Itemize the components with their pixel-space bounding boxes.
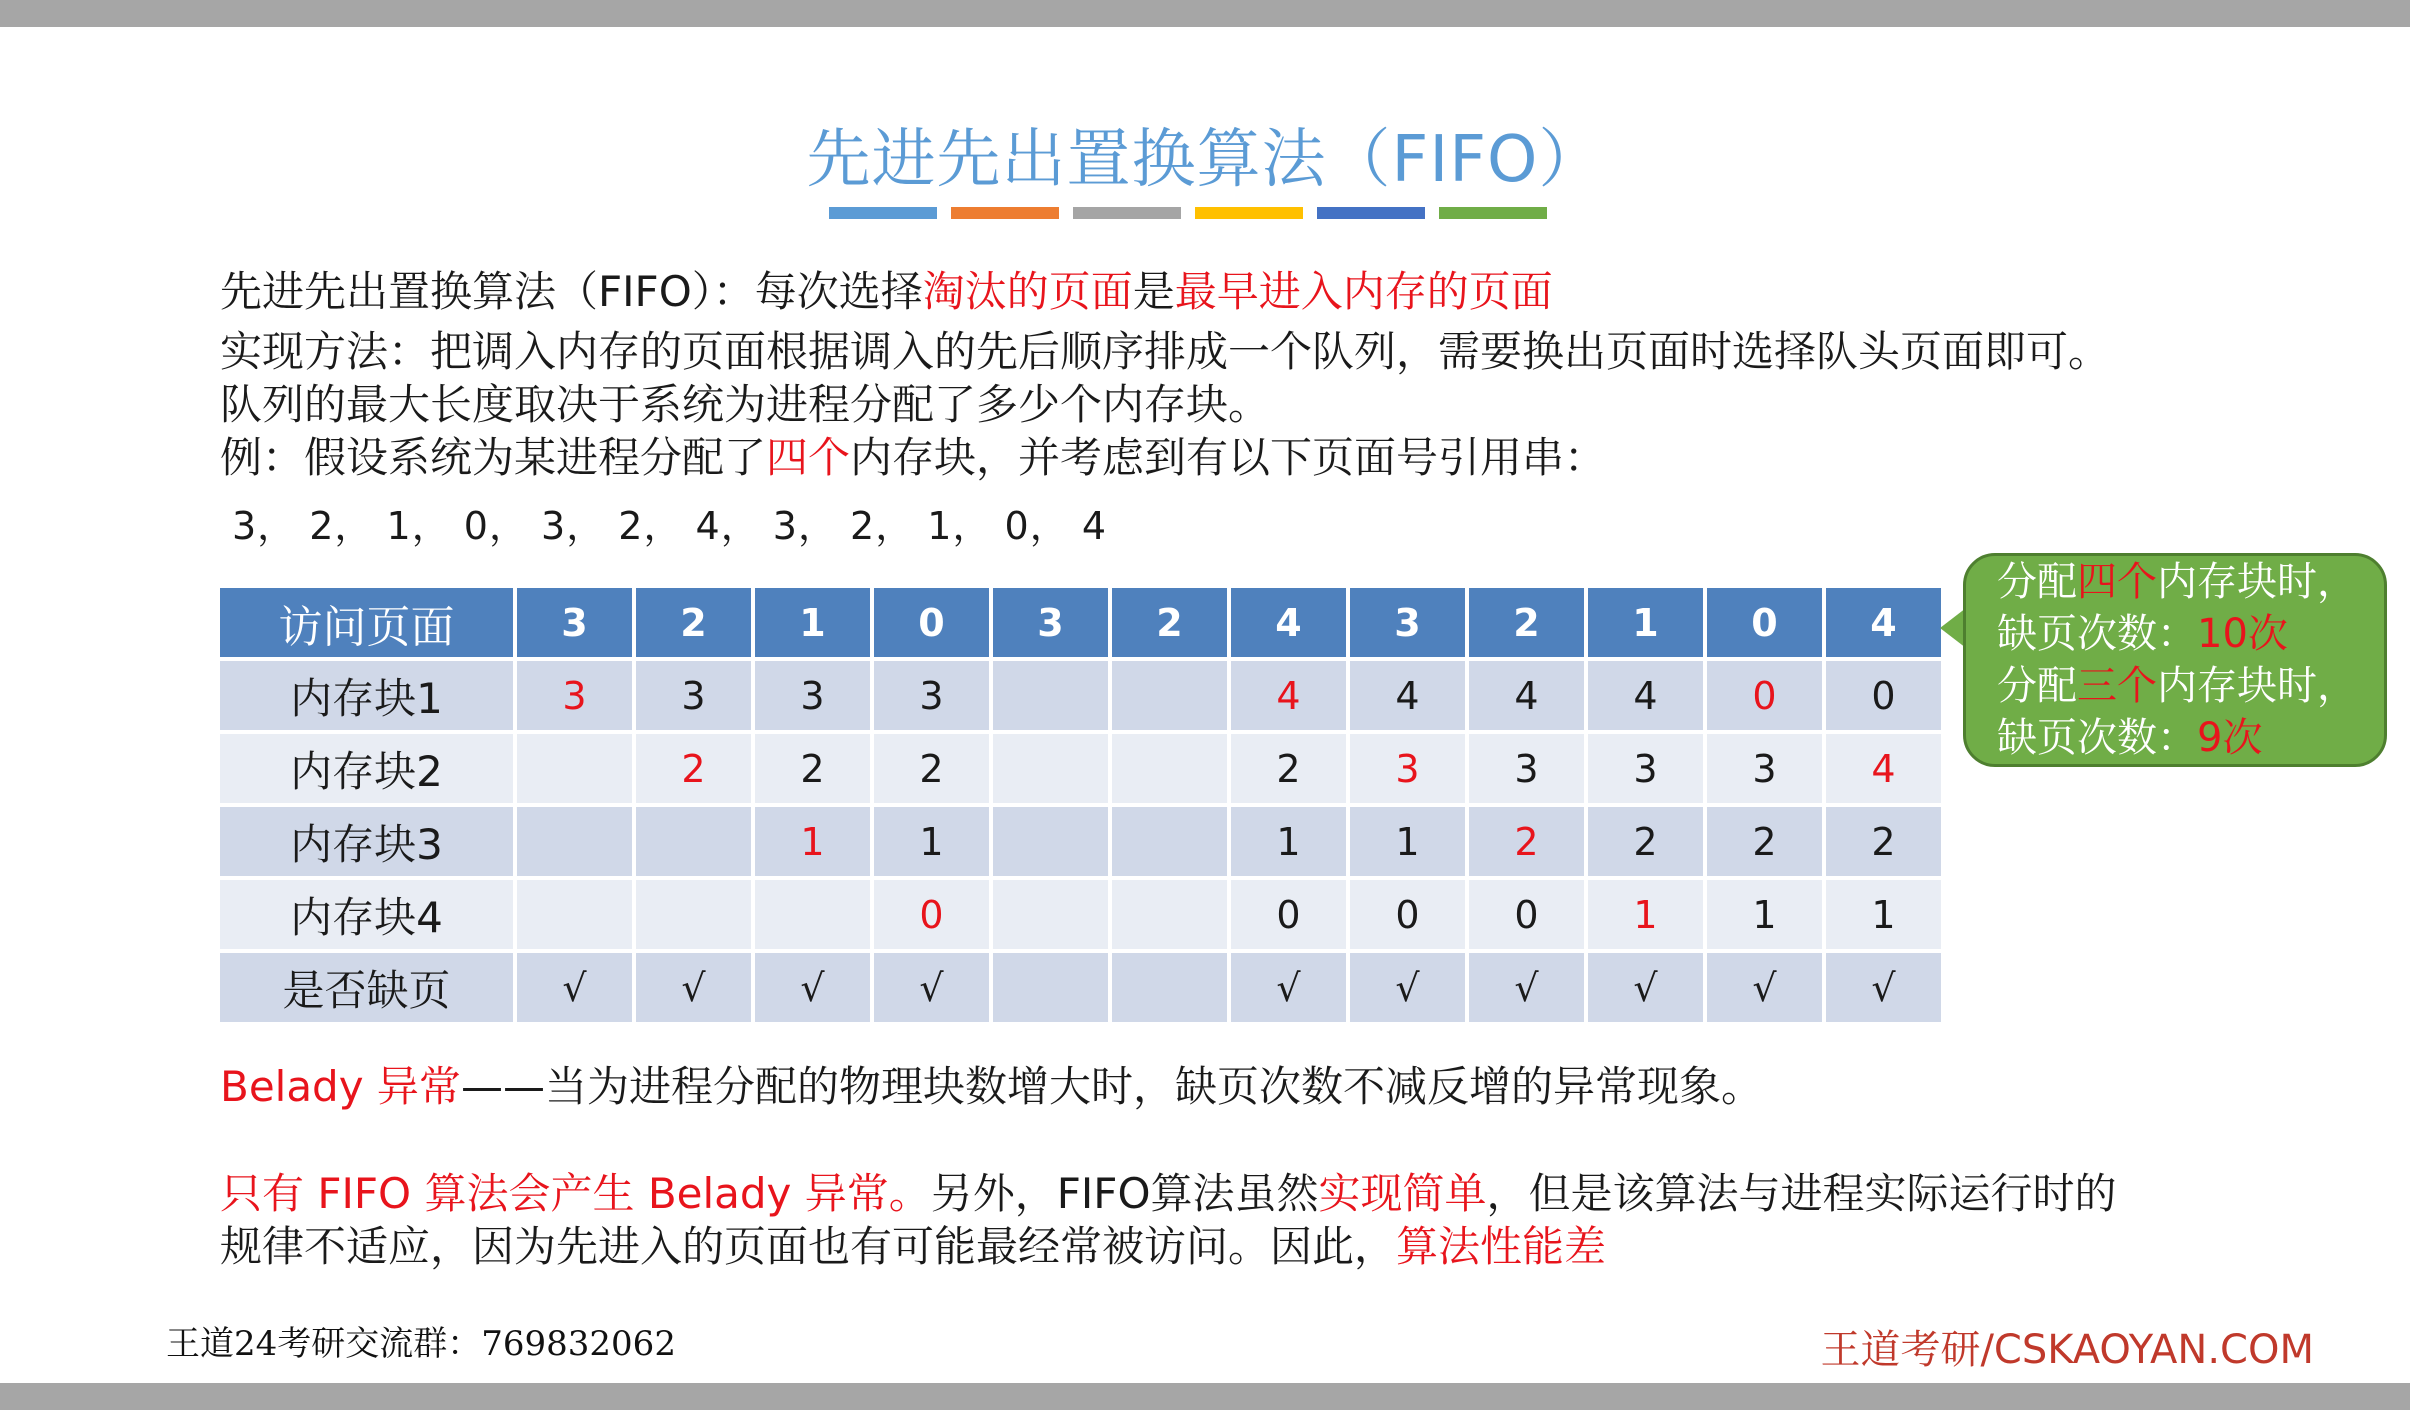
callout-l3-c: 内存块时， bbox=[2157, 663, 2357, 709]
table-cell: √ bbox=[1826, 953, 1941, 1022]
callout-line-1 bbox=[1997, 556, 2357, 608]
table-cell: 2 bbox=[1707, 807, 1822, 876]
table-cell: 3 bbox=[1350, 734, 1465, 803]
table-row bbox=[220, 661, 1941, 730]
table-cell bbox=[993, 880, 1108, 949]
header-page-cell: 3 bbox=[517, 588, 632, 657]
table-cell: 1 bbox=[1707, 880, 1822, 949]
header-page-cell: 1 bbox=[755, 588, 870, 657]
conclusion-simple: 实现简单 bbox=[1318, 1169, 1487, 1218]
table-cell bbox=[993, 734, 1108, 803]
belady-definition: ——当为进程分配的物理块数增大时，缺页次数不减反增的异常现象。 bbox=[460, 1062, 1763, 1111]
table-cell: √ bbox=[1469, 953, 1584, 1022]
conclusion-poor-performance: 算法性能差 bbox=[1396, 1222, 1607, 1271]
table-cell bbox=[636, 807, 751, 876]
table-cell bbox=[517, 807, 632, 876]
conclusion-line-1 bbox=[220, 1167, 2117, 1221]
table-cell: 1 bbox=[1588, 880, 1703, 949]
table-cell: 4 bbox=[1588, 661, 1703, 730]
table-cell bbox=[517, 880, 632, 949]
callout-l1-c: 内存块时， bbox=[2157, 559, 2357, 605]
table-cell: 2 bbox=[874, 734, 989, 803]
header-label: 访问页面 bbox=[220, 588, 513, 657]
table-cell: 0 bbox=[1469, 880, 1584, 949]
callout-l2-a: 缺页次数： bbox=[1997, 611, 2197, 657]
table-cell: 0 bbox=[1826, 661, 1941, 730]
table-cell bbox=[755, 880, 870, 949]
row-label: 内存块2 bbox=[220, 734, 513, 803]
table-cell: 0 bbox=[1231, 880, 1346, 949]
table-cell: √ bbox=[755, 953, 870, 1022]
title-strip-segment bbox=[1439, 207, 1547, 219]
header-page-cell: 3 bbox=[993, 588, 1108, 657]
table-cell: 0 bbox=[1350, 880, 1465, 949]
table-cell: 4 bbox=[1469, 661, 1584, 730]
belady-line bbox=[220, 1060, 1763, 1114]
conclusion-text-b: 另外，FIFO算法虽然 bbox=[930, 1169, 1319, 1218]
intro-line-4-text: 例：假设系统为某进程分配了 bbox=[220, 433, 767, 482]
table-cell: 2 bbox=[1231, 734, 1346, 803]
intro-line-4-tail: 内存块，并考虑到有以下页面号引用串： bbox=[850, 433, 1607, 482]
table-cell: 2 bbox=[1588, 807, 1703, 876]
table-cell: √ bbox=[1588, 953, 1703, 1022]
header-page-cell: 2 bbox=[1112, 588, 1227, 657]
header-page-cell: 0 bbox=[874, 588, 989, 657]
bottom-bar bbox=[0, 1383, 2410, 1410]
table-cell: 2 bbox=[755, 734, 870, 803]
intro-highlight-evict: 淘汰的页面 bbox=[922, 267, 1133, 316]
table-row bbox=[220, 953, 1941, 1022]
intro-line-1 bbox=[220, 265, 1553, 319]
table-row bbox=[220, 734, 1941, 803]
callout-l4-a: 缺页次数： bbox=[1997, 715, 2197, 761]
table-cell: √ bbox=[1231, 953, 1346, 1022]
row-label: 是否缺页 bbox=[220, 953, 513, 1022]
table-cell: 3 bbox=[636, 661, 751, 730]
title-strip-segment bbox=[1195, 207, 1303, 219]
fifo-table bbox=[216, 584, 1945, 1026]
row-label: 内存块1 bbox=[220, 661, 513, 730]
table-cell: 3 bbox=[517, 661, 632, 730]
table-cell bbox=[1112, 661, 1227, 730]
table-cell: √ bbox=[1350, 953, 1465, 1022]
conclusion-text-e: 规律不适应，因为先进入的页面也有可能最经常被访问。因此， bbox=[220, 1222, 1397, 1271]
conclusion-only-fifo: 只有 FIFO 算法会产生 Belady 异常。 bbox=[220, 1169, 931, 1218]
table-cell: 1 bbox=[1826, 880, 1941, 949]
table-cell: 1 bbox=[1350, 807, 1465, 876]
intro-highlight-earliest: 最早进入内存的页面 bbox=[1174, 267, 1553, 316]
row-label: 内存块4 bbox=[220, 880, 513, 949]
table-cell: √ bbox=[517, 953, 632, 1022]
table-cell: 1 bbox=[755, 807, 870, 876]
conclusion-text-d: ，但是该算法与进程实际运行时的 bbox=[1486, 1169, 2117, 1218]
intro-line-3: 队列的最大长度取决于系统为进程分配了多少个内存块。 bbox=[220, 380, 1271, 429]
table-cell: 2 bbox=[1469, 807, 1584, 876]
table-cell bbox=[1112, 880, 1227, 949]
callout-l3-a: 分配 bbox=[1997, 663, 2077, 709]
page-title: 先进先出置换算法（FIFO） bbox=[806, 123, 1604, 197]
table-cell: 3 bbox=[1707, 734, 1822, 803]
title-strip-segment bbox=[829, 207, 937, 219]
intro-highlight-four: 四个 bbox=[766, 433, 851, 482]
intro-line-1-joiner: 是 bbox=[1132, 267, 1175, 316]
table-row bbox=[220, 807, 1941, 876]
table-cell: 0 bbox=[874, 880, 989, 949]
table-cell: 2 bbox=[1826, 807, 1941, 876]
table-cell: 3 bbox=[874, 661, 989, 730]
table-header-row bbox=[220, 588, 1941, 657]
callout-line-4 bbox=[1997, 712, 2357, 764]
footer-group-info: 王道24考研交流群：769832062 bbox=[166, 1324, 676, 1364]
intro-line-4 bbox=[220, 431, 1606, 485]
table-cell bbox=[517, 734, 632, 803]
top-bar bbox=[0, 0, 2410, 27]
table-cell bbox=[993, 661, 1108, 730]
intro-line-2: 实现方法：把调入内存的页面根据调入的先后顺序排成一个队列，需要换出页面时选择队头页面即可。 bbox=[220, 327, 2111, 376]
table-cell: √ bbox=[1707, 953, 1822, 1022]
table-cell: 4 bbox=[1350, 661, 1465, 730]
table-cell: 3 bbox=[1469, 734, 1584, 803]
table-cell bbox=[636, 880, 751, 949]
header-page-cell: 3 bbox=[1350, 588, 1465, 657]
table-cell bbox=[993, 953, 1108, 1022]
row-label: 内存块3 bbox=[220, 807, 513, 876]
header-page-cell: 0 bbox=[1707, 588, 1822, 657]
table-cell bbox=[1112, 807, 1227, 876]
conclusion-line-2 bbox=[220, 1220, 1606, 1274]
table-cell: 2 bbox=[636, 734, 751, 803]
title-strip-segment bbox=[951, 207, 1059, 219]
table-cell: 3 bbox=[755, 661, 870, 730]
table-cell: 0 bbox=[1707, 661, 1822, 730]
belady-term: Belady 异常 bbox=[220, 1062, 461, 1111]
callout-line-3 bbox=[1997, 660, 2357, 712]
table-cell bbox=[1112, 953, 1227, 1022]
header-page-cell: 2 bbox=[636, 588, 751, 657]
table-cell: √ bbox=[636, 953, 751, 1022]
table-cell: √ bbox=[874, 953, 989, 1022]
table-cell: 1 bbox=[1231, 807, 1346, 876]
callout-line-2 bbox=[1997, 608, 2357, 660]
callout-l1-b: 四个 bbox=[2077, 559, 2157, 605]
table-cell: 3 bbox=[1588, 734, 1703, 803]
title-strip-segment bbox=[1317, 207, 1425, 219]
table-cell: 1 bbox=[874, 807, 989, 876]
callout-l4-b: 9次 bbox=[2197, 715, 2263, 761]
header-page-cell: 1 bbox=[1588, 588, 1703, 657]
table-row bbox=[220, 880, 1941, 949]
header-page-cell: 4 bbox=[1826, 588, 1941, 657]
header-page-cell: 4 bbox=[1231, 588, 1346, 657]
callout-text bbox=[1997, 556, 2357, 764]
footer-site: 王道考研/CSKAOYAN.COM bbox=[1820, 1327, 2314, 1373]
callout-l3-b: 三个 bbox=[2077, 663, 2157, 709]
title-strip-segment bbox=[1073, 207, 1181, 219]
callout-l2-b: 10次 bbox=[2197, 611, 2288, 657]
table-cell bbox=[993, 807, 1108, 876]
table-cell: 4 bbox=[1231, 661, 1346, 730]
table-cell: 4 bbox=[1826, 734, 1941, 803]
table-cell bbox=[1112, 734, 1227, 803]
intro-line-1-text: 先进先出置换算法（FIFO）：每次选择 bbox=[220, 267, 923, 316]
reference-string: 3， 2， 1， 0， 3， 2， 4， 3， 2， 1， 0， 4 bbox=[232, 504, 1107, 548]
callout-l1-a: 分配 bbox=[1997, 559, 2077, 605]
header-page-cell: 2 bbox=[1469, 588, 1584, 657]
